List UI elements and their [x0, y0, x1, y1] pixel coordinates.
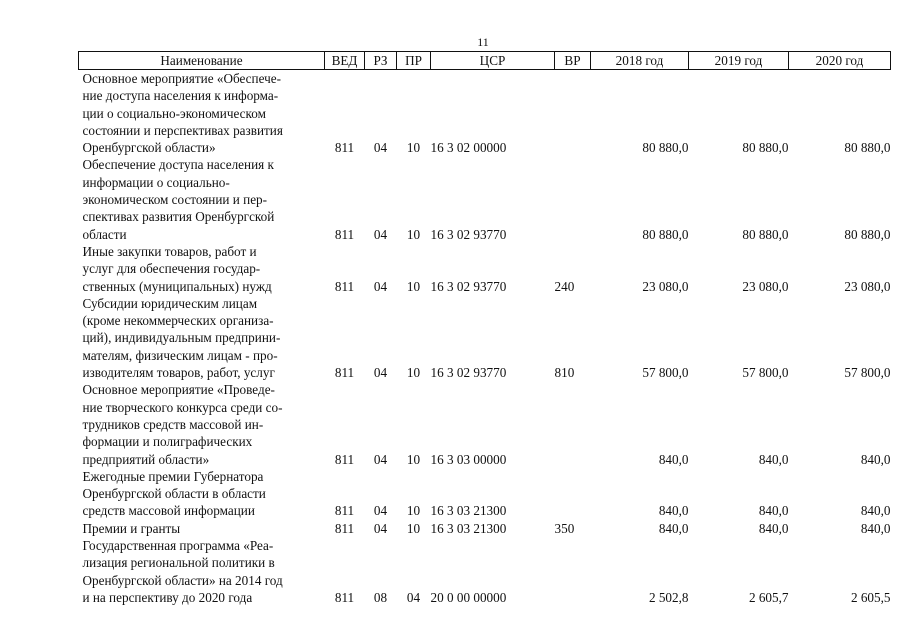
row-2019: 840,0 [758, 451, 789, 467]
row-vr [555, 156, 591, 242]
row-2020: 840,0 [860, 503, 891, 519]
row-vr: 240 [554, 278, 575, 294]
header-2018: 2018 год [591, 52, 689, 70]
row-ved: 811 [334, 278, 355, 294]
header-rz: РЗ [365, 52, 397, 70]
table-header-row [79, 52, 891, 70]
row-rz: 04 [373, 278, 388, 294]
row-ved: 811 [334, 226, 355, 242]
row-2020: 840,0 [860, 451, 891, 467]
table-row [79, 381, 891, 467]
row-2019: 840,0 [758, 520, 789, 536]
row-2019: 840,0 [758, 503, 789, 519]
row-rz: 04 [373, 140, 388, 156]
row-pr: 10 [406, 140, 421, 156]
table-row [79, 70, 891, 157]
row-name: Субсидии юридическим лицам (кроме некоммерческих организа- ций), индивидуальным предприни- мателям, физическим лицам - про- изводителям товаров, работ, услуг [82, 295, 281, 381]
row-rz: 04 [373, 365, 388, 381]
header-ved: ВЕД [325, 52, 365, 70]
row-2018: 840,0 [658, 520, 689, 536]
row-ved: 811 [334, 589, 355, 605]
header-csr: ЦСР [431, 52, 555, 70]
row-name: Ежегодные премии Губернатора Оренбургской области в области средств массовой информации [82, 468, 266, 519]
row-2018: 840,0 [658, 503, 689, 519]
row-rz: 08 [373, 589, 388, 605]
row-name: Основное мероприятие «Обеспече- ние доступа населения к информа- ции о социально-экономическом состоянии и перспективах развития Оренбургской области» [82, 71, 283, 156]
row-2018: 80 880,0 [642, 140, 689, 156]
row-2019: 57 800,0 [742, 365, 789, 381]
row-rz: 04 [373, 503, 388, 519]
row-pr: 10 [406, 520, 421, 536]
row-2020: 57 800,0 [844, 365, 891, 381]
row-csr: 16 3 02 00000 [430, 140, 507, 156]
row-csr: 16 3 03 21300 [430, 503, 507, 519]
header-2019: 2019 год [689, 52, 789, 70]
table-row [79, 468, 891, 520]
row-vr [555, 381, 591, 467]
row-csr: 16 3 02 93770 [430, 278, 507, 294]
row-pr: 10 [406, 451, 421, 467]
table-row [79, 295, 891, 381]
row-pr: 10 [406, 278, 421, 294]
table-row [79, 520, 891, 537]
row-2018: 2 502,8 [648, 589, 689, 605]
row-name: Основное мероприятие «Проведе- ние творческого конкурса среди со- трудников средств массовой ин- формации и полиграфических предприятий области» [82, 382, 283, 467]
row-csr: 16 3 02 93770 [430, 226, 507, 242]
row-2019: 2 605,7 [748, 589, 789, 605]
row-2020: 2 605,5 [850, 589, 891, 605]
table-row [79, 537, 891, 606]
page-number: 11 [477, 35, 489, 49]
header-name: Наименование [79, 52, 325, 70]
row-rz: 04 [373, 226, 388, 242]
row-2020: 80 880,0 [844, 140, 891, 156]
row-ved: 811 [334, 451, 355, 467]
row-2018: 23 080,0 [642, 278, 689, 294]
row-csr: 16 3 02 93770 [430, 365, 507, 381]
row-vr [555, 468, 591, 520]
header-2020: 2020 год [789, 52, 891, 70]
row-name: Иные закупки товаров, работ и услуг для обеспечения государ- ственных (муниципальных) нужд [82, 243, 272, 294]
row-rz: 04 [373, 520, 388, 536]
row-2018: 80 880,0 [642, 226, 689, 242]
row-vr [555, 537, 591, 606]
row-name: Государственная программа «Реа- лизация региональной политики в Оренбургской области» на 2014 год и на перспективу до 2020 года [82, 538, 283, 605]
row-pr: 04 [406, 589, 421, 605]
row-pr: 10 [406, 503, 421, 519]
row-csr: 20 0 00 00000 [430, 589, 507, 605]
row-csr: 16 3 03 21300 [430, 520, 507, 536]
row-ved: 811 [334, 503, 355, 519]
row-2019: 23 080,0 [742, 278, 789, 294]
header-pr: ПР [397, 52, 431, 70]
row-vr [555, 70, 591, 157]
row-name: Обеспечение доступа населения к информации о социально- экономическом состоянии и пер- спективах развития Оренбургской области [82, 157, 275, 242]
row-pr: 10 [406, 226, 421, 242]
table-row [79, 243, 891, 295]
row-csr: 16 3 03 00000 [430, 451, 507, 467]
row-name: Премии и гранты [82, 520, 181, 536]
row-ved: 811 [334, 520, 355, 536]
row-ved: 811 [334, 140, 355, 156]
table-row [79, 156, 891, 242]
row-2019: 80 880,0 [742, 140, 789, 156]
row-2020: 80 880,0 [844, 226, 891, 242]
row-2020: 840,0 [860, 520, 891, 536]
budget-table [78, 51, 891, 606]
row-2019: 80 880,0 [742, 226, 789, 242]
row-rz: 04 [373, 451, 388, 467]
row-ved: 811 [334, 365, 355, 381]
row-vr: 350 [554, 520, 575, 536]
header-vr: ВР [555, 52, 591, 70]
row-2018: 57 800,0 [642, 365, 689, 381]
row-vr: 810 [554, 365, 575, 381]
row-2018: 840,0 [658, 451, 689, 467]
row-pr: 10 [406, 365, 421, 381]
row-2020: 23 080,0 [844, 278, 891, 294]
